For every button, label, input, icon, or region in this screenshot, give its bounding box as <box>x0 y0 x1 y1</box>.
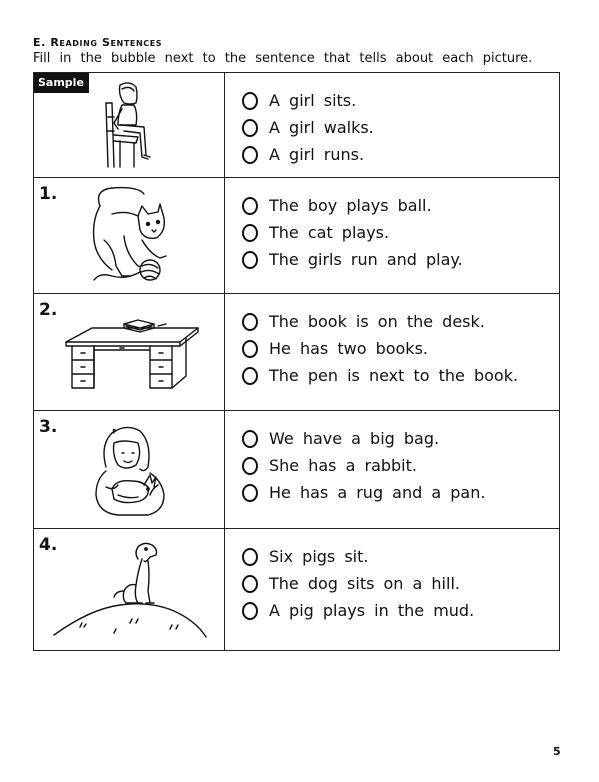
option-text: The boy plays ball. <box>269 196 432 215</box>
desk-with-book-picture <box>62 314 202 394</box>
answer-bubble[interactable] <box>242 251 258 269</box>
answer-option[interactable] <box>242 570 474 597</box>
question-number: 4. <box>39 535 58 555</box>
sample-label: Sample <box>34 73 89 93</box>
answer-options <box>242 308 518 389</box>
option-text: The book is on the desk. <box>269 312 485 331</box>
picture-cell <box>34 529 225 650</box>
section-heading: E. Reading Sentences <box>33 36 163 49</box>
answer-options <box>242 87 374 168</box>
option-text: A pig plays in the mud. <box>269 601 475 620</box>
answer-option[interactable] <box>242 452 485 479</box>
option-text: The cat plays. <box>269 223 390 242</box>
answer-bubble[interactable] <box>242 367 258 385</box>
answer-bubble[interactable] <box>242 224 258 242</box>
dog-sitting-on-hill-picture <box>50 539 210 639</box>
answer-option[interactable] <box>242 308 518 335</box>
answer-option[interactable] <box>242 141 374 168</box>
answer-option[interactable] <box>242 114 374 141</box>
answer-options <box>242 192 463 273</box>
question-row-sample <box>34 73 559 178</box>
answer-option[interactable] <box>242 543 474 570</box>
question-row-1 <box>34 178 559 294</box>
answer-option[interactable] <box>242 479 485 506</box>
answer-option[interactable] <box>242 246 463 273</box>
cat-with-yarn-ball-picture <box>86 184 172 288</box>
answer-bubble[interactable] <box>242 340 258 358</box>
answer-bubble[interactable] <box>242 197 258 215</box>
picture-cell <box>34 178 225 293</box>
answer-option[interactable] <box>242 362 518 389</box>
answer-option[interactable] <box>242 192 463 219</box>
answer-option[interactable] <box>242 87 374 114</box>
answer-bubble[interactable] <box>242 146 258 164</box>
option-text: The pen is next to the book. <box>269 366 519 385</box>
picture-cell <box>34 73 225 177</box>
answer-options <box>242 543 474 624</box>
answer-option[interactable] <box>242 219 463 246</box>
option-text: The dog sits on a hill. <box>269 574 460 593</box>
question-row-2 <box>34 294 559 411</box>
girl-sitting-on-chair-picture <box>100 81 160 171</box>
option-text: He has a rug and a pan. <box>269 483 486 502</box>
answer-bubble[interactable] <box>242 548 258 566</box>
option-text: Six pigs sit. <box>269 547 369 566</box>
answer-bubble[interactable] <box>242 92 258 110</box>
answer-option[interactable] <box>242 335 518 362</box>
answer-options <box>242 425 485 506</box>
option-text: We have a big bag. <box>269 429 440 448</box>
option-text: He has two books. <box>269 339 428 358</box>
answer-bubble[interactable] <box>242 457 258 475</box>
picture-cell <box>34 294 225 410</box>
question-number: 2. <box>39 300 58 320</box>
answer-option[interactable] <box>242 597 474 624</box>
answer-bubble[interactable] <box>242 602 258 620</box>
option-text: She has a rabbit. <box>269 456 417 475</box>
option-text: A girl walks. <box>269 118 374 137</box>
answer-bubble[interactable] <box>242 313 258 331</box>
answer-bubble[interactable] <box>242 575 258 593</box>
answer-bubble[interactable] <box>242 430 258 448</box>
answer-option[interactable] <box>242 425 485 452</box>
answer-bubble[interactable] <box>242 484 258 502</box>
instructions-text: Fill in the bubble next to the sentence that tells about each picture. <box>33 51 533 66</box>
option-text: A girl sits. <box>269 91 357 110</box>
question-number: 1. <box>39 184 58 204</box>
girl-holding-rabbit-picture <box>88 425 170 519</box>
option-text: A girl runs. <box>269 145 365 164</box>
answer-bubble[interactable] <box>242 119 258 137</box>
picture-cell <box>34 411 225 528</box>
question-number: 3. <box>39 417 58 437</box>
question-row-4 <box>34 529 559 650</box>
question-row-3 <box>34 411 559 529</box>
page-number: 5 <box>553 745 561 758</box>
option-text: The girls run and play. <box>269 250 463 269</box>
question-grid <box>33 72 560 651</box>
